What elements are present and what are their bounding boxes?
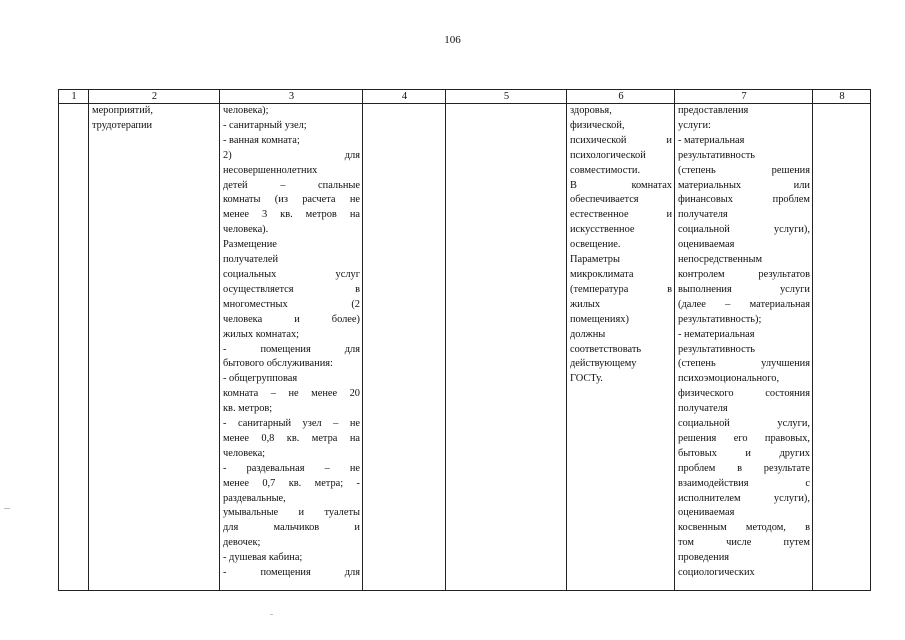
cell-text-line: бытовых и других bbox=[678, 447, 810, 459]
cell-text-line: оцениваемая bbox=[678, 239, 735, 251]
cell-text-line: человека); bbox=[223, 105, 269, 116]
cell-text-line: совместимости. bbox=[570, 164, 641, 176]
cell-text-line: действующему bbox=[570, 358, 637, 370]
cell-text-line: естественное и bbox=[570, 209, 672, 221]
cell-text-line: физической, bbox=[570, 119, 625, 131]
column-header-5: 5 bbox=[446, 90, 567, 104]
cell-text-line: для мальчиков и bbox=[223, 522, 360, 534]
cell-text-line: - ванная комната; bbox=[223, 134, 300, 146]
cell-text-line: человека). bbox=[223, 224, 269, 236]
cell-col-4 bbox=[363, 104, 446, 591]
cell-text-line: социальной услуги, bbox=[678, 418, 810, 430]
column-header-2: 2 bbox=[89, 90, 220, 104]
cell-text-line: психоэмоционального, bbox=[678, 373, 780, 385]
cell-text-line: - помещения для bbox=[223, 567, 360, 579]
cell-text-line: В комнатах bbox=[570, 179, 672, 191]
cell-text-line: - материальная bbox=[678, 134, 745, 146]
cell-text-line: (степень улучшения bbox=[678, 358, 810, 370]
cell-text-line: - нематериальная bbox=[678, 328, 755, 340]
cell-text-line: несовершеннолетних bbox=[223, 164, 318, 176]
column-header-8: 8 bbox=[813, 90, 871, 104]
cell-text-line: финансовых проблем bbox=[678, 194, 810, 206]
cell-col-1 bbox=[59, 104, 89, 591]
cell-text-line: психологической bbox=[570, 149, 646, 161]
cell-text-line: - раздевальная – не bbox=[223, 462, 360, 474]
cell-text-line: получателя bbox=[678, 403, 728, 415]
column-header-6: 6 bbox=[567, 90, 675, 104]
cell-text-line: получателей bbox=[223, 254, 279, 266]
cell-text-line: результативность bbox=[678, 149, 756, 161]
cell-text-line: косвенным методом, в bbox=[678, 522, 810, 534]
cell-text-line: умывальные и туалеты bbox=[223, 507, 360, 519]
cell-text-line: Параметры bbox=[570, 254, 620, 266]
cell-text-line: социологических bbox=[678, 567, 755, 579]
cell-text-line: менее 3 кв. метров на bbox=[223, 209, 360, 221]
cell-text-line: - душевая кабина; bbox=[223, 552, 303, 564]
cell-text-line: менее 0,8 кв. метра на bbox=[223, 432, 360, 444]
cell-text-line: результативность); bbox=[678, 313, 762, 325]
column-header-7: 7 bbox=[675, 90, 813, 104]
cell-text-line: исполнителем услуги), bbox=[678, 492, 810, 504]
cell-text-line: осуществляется в bbox=[223, 283, 360, 295]
page-number: 106 bbox=[444, 34, 461, 46]
cell-text-line: получателя bbox=[678, 209, 728, 221]
cell-text-line: Размещение bbox=[223, 239, 277, 251]
cell-text-line: непосредственным bbox=[678, 254, 763, 266]
cell-col-2 bbox=[89, 104, 220, 591]
cell-text-line: проблем в результате bbox=[678, 462, 810, 474]
cell-text-line: искусственное bbox=[570, 224, 635, 236]
cell-text-line: трудотерапии bbox=[92, 119, 153, 131]
table-row bbox=[59, 104, 871, 591]
cell-text-line: проведения bbox=[678, 552, 730, 564]
cell-text-line: здоровья, bbox=[570, 105, 612, 116]
column-header-4: 4 bbox=[363, 90, 446, 104]
column-header-3: 3 bbox=[220, 90, 363, 104]
cell-text-line: взаимодействия с bbox=[678, 477, 810, 489]
cell-text-line: детей – спальные bbox=[223, 179, 360, 191]
cell-col-3 bbox=[220, 104, 363, 591]
cell-text-line: кв. метров; bbox=[223, 403, 273, 415]
cell-text-line: помещениях) bbox=[570, 313, 629, 325]
cell-text-line: - общегрупповая bbox=[223, 373, 298, 385]
cell-text-line: контролем результатов bbox=[678, 268, 810, 280]
cell-text-line: 2) для bbox=[223, 149, 360, 161]
cell-text-line: ГОСТу. bbox=[570, 373, 603, 385]
cell-text-line: физического состояния bbox=[678, 388, 810, 400]
cell-text-line: должны bbox=[570, 328, 606, 340]
cell-text-line: мероприятий, bbox=[92, 105, 153, 116]
cell-text-line: человека; bbox=[223, 447, 266, 459]
cell-text-line: - санитарный узел – не bbox=[223, 418, 360, 430]
cell-text-line: том числе путем bbox=[678, 537, 810, 549]
cell-text-line: услуги: bbox=[678, 119, 711, 131]
cell-text-line: многоместных (2 bbox=[223, 298, 360, 310]
cell-text-line: (степень решения bbox=[678, 164, 810, 176]
scan-margin-mark bbox=[4, 508, 10, 509]
cell-text-line: бытового обслуживания: bbox=[223, 358, 333, 370]
cell-text-line: комната – не менее 20 bbox=[223, 388, 360, 400]
cell-col-6 bbox=[567, 104, 675, 591]
cell-text-line: предоставления bbox=[678, 105, 749, 116]
cell-text-line: раздевальные, bbox=[223, 492, 286, 504]
cell-text-line: социальных услуг bbox=[223, 268, 360, 280]
cell-text-line: микроклимата bbox=[570, 268, 634, 280]
table-header-row bbox=[59, 90, 871, 104]
cell-text-line: обеспечивается bbox=[570, 194, 639, 206]
cell-text-line: (далее – материальная bbox=[678, 298, 810, 310]
cell-text-line: социальной услуги), bbox=[678, 224, 810, 236]
cell-text-line: жилых комнатах; bbox=[223, 328, 300, 340]
cell-text-line: девочек; bbox=[223, 537, 261, 549]
cell-text-line: материальных или bbox=[678, 179, 810, 191]
cell-col-5 bbox=[446, 104, 567, 591]
cell-text-line: человека и более) bbox=[223, 313, 360, 325]
cell-text-line: менее 0,7 кв. метра; - bbox=[223, 477, 360, 489]
cell-text-line: решения его правовых, bbox=[678, 432, 810, 444]
cell-text-line: (температура в bbox=[570, 283, 672, 295]
cell-text-line: освещение. bbox=[570, 239, 621, 251]
cell-text-line: - помещения для bbox=[223, 343, 360, 355]
cell-text-line: - санитарный узел; bbox=[223, 119, 307, 131]
cell-text-line: выполнения услуги bbox=[678, 283, 810, 295]
scan-bottom-mark bbox=[270, 614, 273, 615]
cell-text-line: жилых bbox=[570, 298, 601, 310]
cell-text-line: оцениваемая bbox=[678, 507, 735, 519]
services-table bbox=[58, 89, 871, 591]
cell-col-7 bbox=[675, 104, 813, 591]
cell-text-line: психической и bbox=[570, 134, 672, 146]
cell-text-line: результативность bbox=[678, 343, 756, 355]
cell-col-8 bbox=[813, 104, 871, 591]
column-header-1: 1 bbox=[59, 90, 89, 104]
cell-text-line: соответствовать bbox=[570, 343, 642, 355]
cell-text-line: комнаты (из расчета не bbox=[223, 194, 360, 206]
